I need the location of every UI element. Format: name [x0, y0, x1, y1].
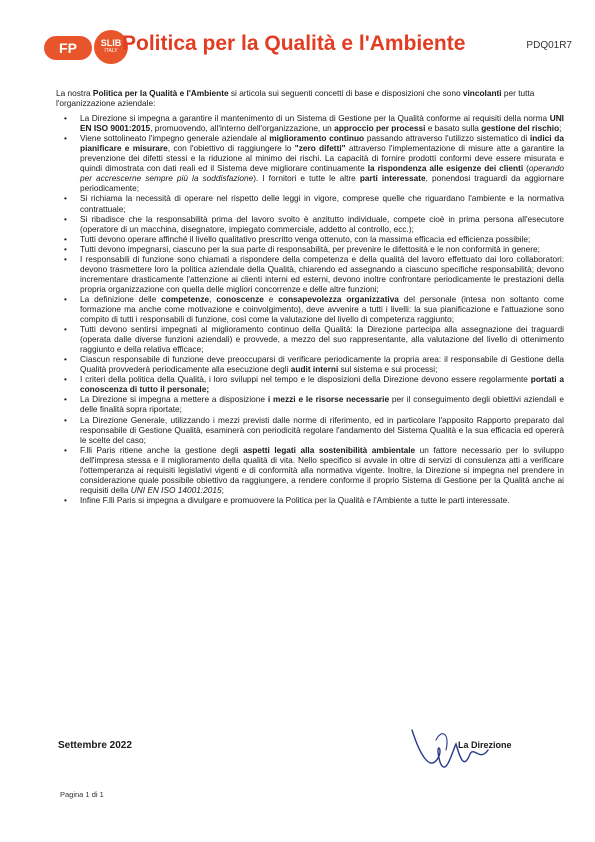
bullet-icon: •	[64, 133, 67, 144]
page-number: Pagina 1 di 1	[60, 790, 104, 799]
policy-item: • Viene sottolineato l'impegno generale aziendale al miglioramento continuo passando attraverso l'utilizzo sistematico di indici da pianificare e misurare, con l'obiettivo di raggiungere lo "zero difetti" attraverso l'implementazione di misure atte a garantire la prevenzione dei difetti stessi e la riduzione al minimo dei rischi. La capacità di fornire prodotti conformi deve essere misurata e quindi dimostrata con dati reali ed il Sistema deve migliorare continuamente la rispondenza alle esigenze dei clienti (operando per accrescerne sempre più la soddisfazione). I fornitori e tutte le altre parti interessate, ponendosi traguardi da aggiornare periodicamente;	[64, 133, 564, 194]
director-label: La Direzione	[458, 740, 512, 750]
policy-item: • Ciascun responsabile di funzione deve preoccuparsi di verificare periodicamente la propria area: il responsabile di Gestione della Qualità provvederà periodicamente alla esecuzione degli audit interni sul sistema e sui processi;	[64, 354, 564, 375]
bullet-icon: •	[64, 293, 67, 304]
bullet-icon: •	[64, 444, 67, 455]
policy-item: • La Direzione si impegna a mettere a disposizione i mezzi e le risorse necessarie per il conseguimento degli obiettivi aziendali e delle finalità sopra riportate;	[64, 394, 564, 415]
policy-item: • La definizione delle competenze, conoscenze e consapevolezza organizzativa del personale (intesa non soltanto come formazione ma anche come motivazione e coinvolgimento), deve avvenire a tutti i livelli: la sua pianificazione e l'attuazione sono compito di tutti i responsabili di funzione, così come la valutazione del livello di competenza raggiunto;	[64, 293, 565, 325]
policy-item: • Si richiama la necessità di operare nel rispetto delle leggi in vigore, comprese quelle che riguardano l'ambiente e la normativa contrattuale;	[64, 193, 564, 214]
bullet-icon: •	[64, 193, 67, 204]
policy-item: • F.lli Paris ritiene anche la gestione degli aspetti legati alla sostenibilità ambientale un fattore necessario per lo sviluppo dell'impresa stessa e il miglioramento della qualità di vita. Nello specifico si avvale in oltre di servizi di consulenza atti a verificare l'ottemperanza ai requisiti legislativi vigenti e di conformità alla normativa vigente. Inoltre, la Direzione si impegna nel prendere in considerazione quale possibile obiettivo da raggiungere, a rendere conforme il proprio Sistema di Gestione per la Qualità anche ai requisiti della UNI EN ISO 14001:2015;	[64, 444, 564, 495]
document-date: Settembre 2022	[58, 740, 132, 751]
policy-item: • Tutti devono operare affinché il livello qualitativo prescritto venga ottenuto, con la massima efficacia ed efficienza possibile;	[64, 233, 531, 244]
policy-item: • Tutti devono sentirsi impegnati al miglioramento continuo della Qualità: la Direzione partecipa alla assegnazione dei traguardi (operata dalle diverse funzioni aziendali) e provvede, a mezzo del suo rappresentante, alla valutazione del livello di ottenimento raggiunto e della relativa efficace;	[64, 324, 564, 355]
bullet-icon: •	[64, 213, 67, 224]
policy-item: • La Direzione si impegna a garantire il mantenimento di un Sistema di Gestione per la Qualità conforme ai requisiti della norma UNI EN ISO 9001:2015, promuovendo, all'interno dell'organizzazione, un approccio per processi e basato sulla gestione del rischio;	[64, 113, 564, 134]
document-code: PDQ01R7	[526, 40, 572, 51]
policy-item: • La Direzione Generale, utilizzando i mezzi previsti dalle norme di riferimento, ed in particolare l'apposito Rapporto preparato dal responsabile di Gestione Qualità, esaminerà con periodicità regolare l'andamento del Sistema Qualità e la sua efficacia ed opererà le scelte del caso;	[64, 414, 564, 445]
slib-logo-text: SLIB	[100, 38, 122, 48]
bullet-icon: •	[64, 113, 67, 124]
document-header	[36, 30, 572, 68]
policy-item: • I criteri della politica della Qualità, i loro sviluppi nel tempo e le disposizioni della Direzione devono essere regolarmente portati a conoscenza di tutto il personale;	[64, 374, 564, 395]
document-title: Politica per la Qualità e l'Ambiente	[122, 32, 466, 55]
bullet-icon: •	[64, 324, 67, 335]
bullet-icon: •	[64, 253, 67, 264]
fp-logo: FP	[44, 36, 92, 60]
bullet-icon: •	[64, 494, 67, 505]
policy-list	[56, 113, 564, 505]
policy-item: • Si ribadisce che la responsabilità prima del lavoro svolto è anzitutto individuale, compete cioè in prima persona all'esecutore (operatore di un macchina, disegnatore, impiegato commerciale, addetto al controllo, ecc.);	[64, 213, 564, 234]
bullet-icon: •	[64, 233, 67, 244]
policy-item: • Infine F.lli Paris si impegna a divulgare e promuovere la Politica per la Qualità e l'Ambiente a tutte le parti interessate.	[64, 494, 510, 505]
intro-paragraph: La nostra Politica per la Qualità e l'Ambiente si articola sui seguenti concetti di base e disposizioni che sono vincolanti per tutta l'organizzazione aziendale:	[56, 88, 535, 109]
document-body	[56, 88, 564, 505]
policy-item: • I responsabili di funzione sono chiamati a rispondere della competenza e della qualità del lavoro effettuato dai loro collaboratori: devono trasmettere loro la politica aziendale della Qualità, chiarendo ed assegnando a ciascuno specifiche responsabilità; devono incrementare drasticamente l'attenzione ai clienti interni ed esterni, devono inoltre confrontare periodicamente le prestazioni della propria organizzazione con quella delle migliori concorrenze e delle altre funzioni;	[64, 253, 564, 294]
policy-item: • Tutti devono impegnarsi, ciascuno per la sua parte di responsabilità, per prevenire le difettosità e le non conformità in genere;	[64, 243, 540, 254]
bullet-icon: •	[64, 374, 67, 385]
slib-logo-subtext: ITALY	[104, 48, 118, 54]
bullet-icon: •	[64, 354, 67, 365]
bullet-icon: •	[64, 394, 67, 405]
bullet-icon: •	[64, 414, 67, 425]
bullet-icon: •	[64, 243, 67, 254]
